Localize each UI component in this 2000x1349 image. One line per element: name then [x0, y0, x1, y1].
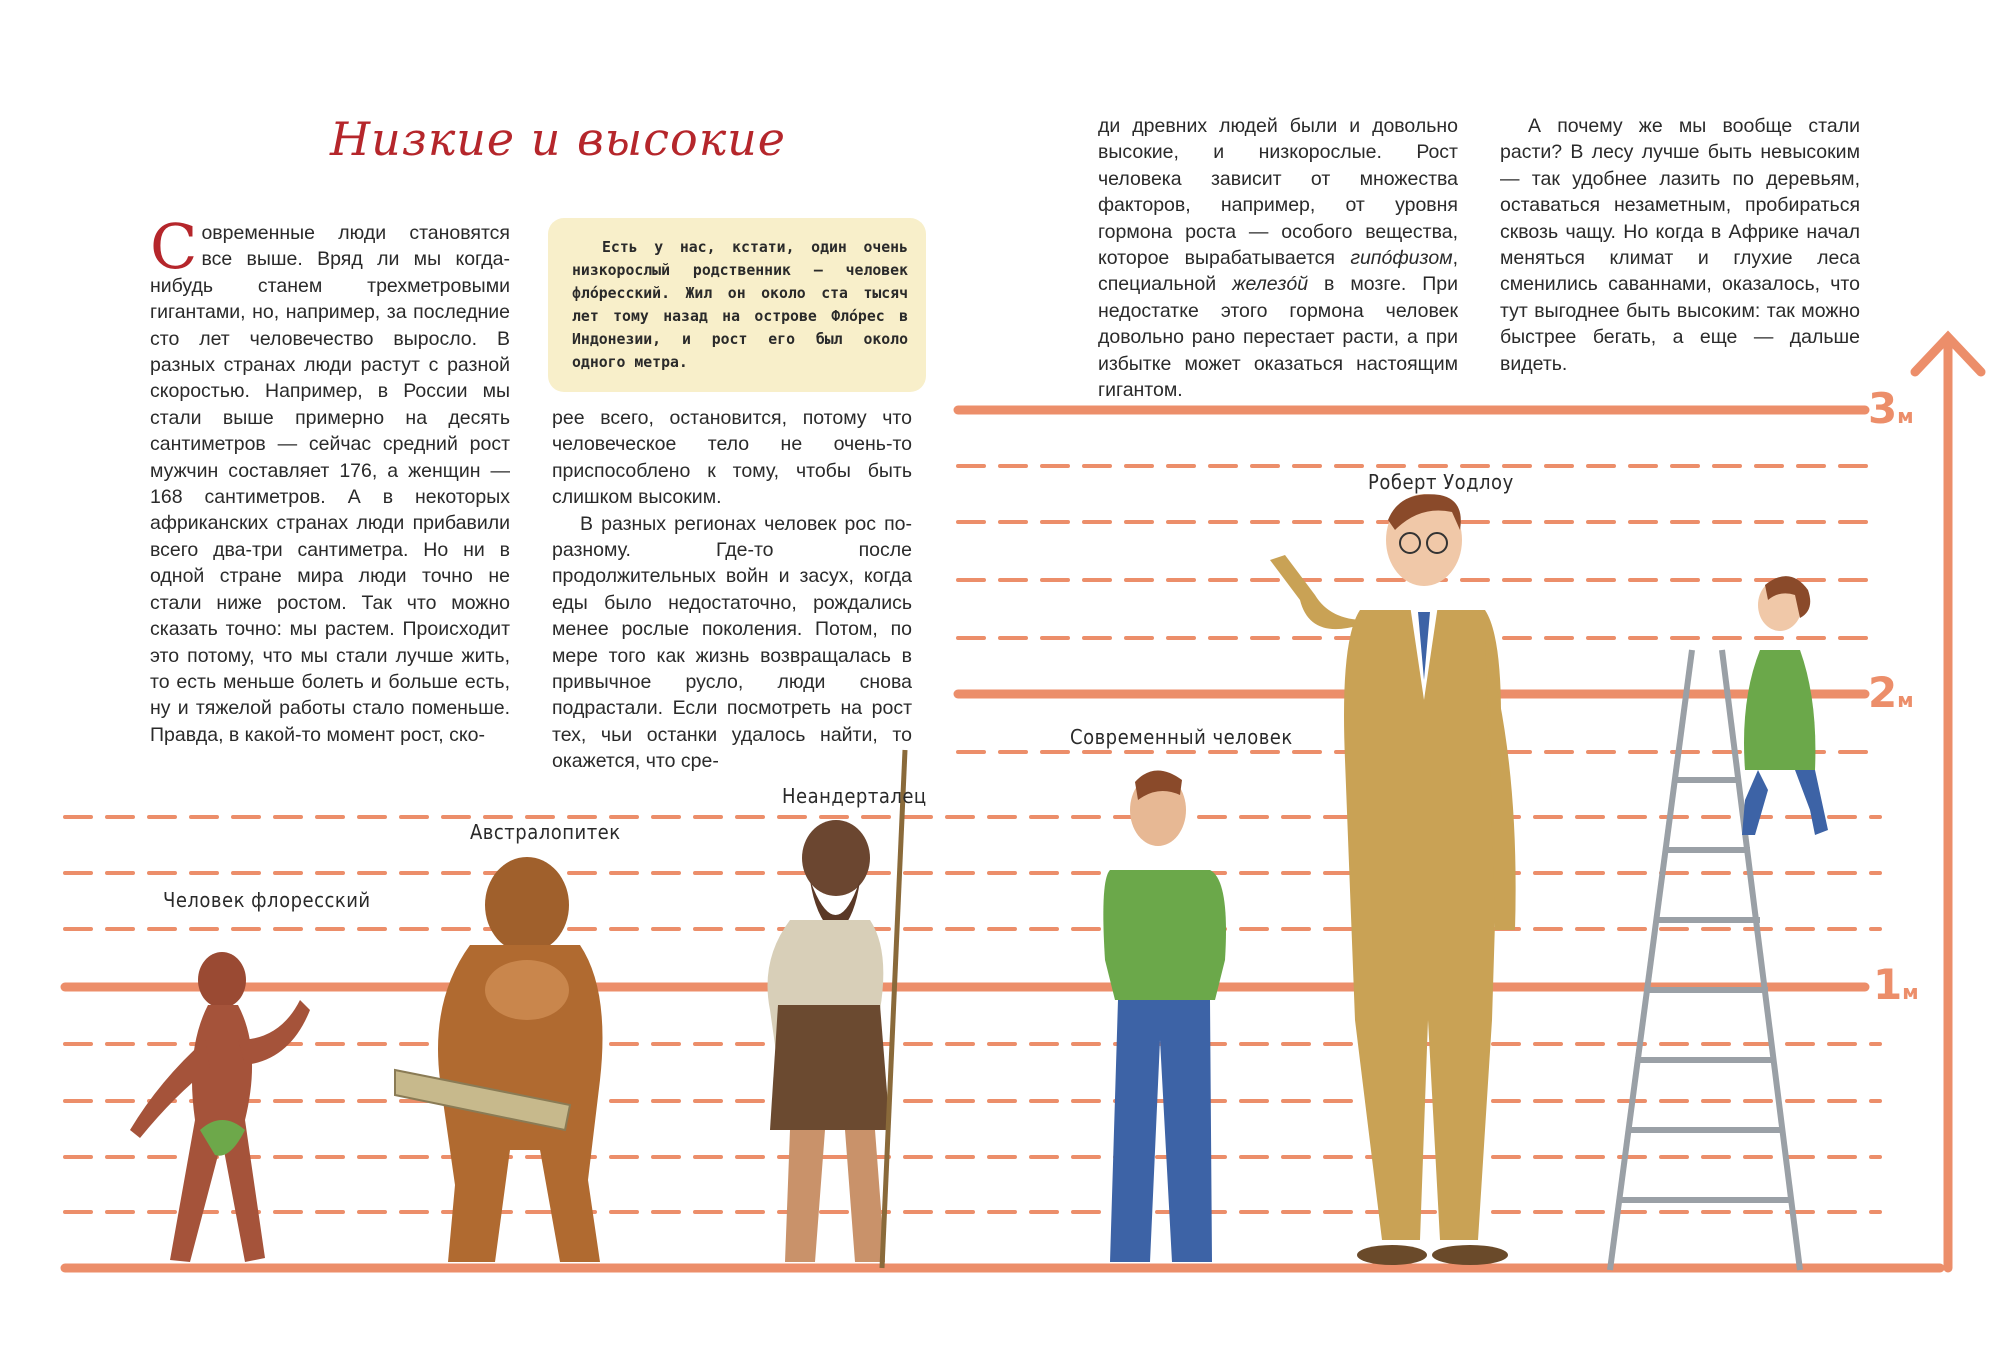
page-title: Низкие и высокие [330, 112, 787, 166]
australopithecus-figure [395, 857, 603, 1262]
meter-label-3: 3м [1868, 384, 1914, 433]
note-text: Есть у нас, кстати, один очень низкорослый родственник — человек флóресский. Жил он около ста тысяч лет тому назад на острове Флóрес в Индонезии, и рост его был около одного метра. [572, 239, 908, 371]
column1-text: овременные люди становятся все выше. Вряд ли мы когда-нибудь станем трехметровыми гигантами, но, например, за последние сто лет человечество выросло. В разных странах люди растут с разной скоростью. Например, в России мы стали выше примерно на десять сантиметров — сейчас средний рост мужчин составляет 176, а женщин — 168 сантиметров. А в некоторых африканских странах люди прибавили всего два-три сантиметра. Но ни в одной стране мира люди точно не стали ниже ростом. Так что можно сказать точно: мы растем. Происходит это потому, что мы стали лучше жить, то есть меньше болеть и больше есть, ну и тяжелой работы стало поменьше. Правда, в какой-то момент рост, ско- [150, 222, 510, 746]
neanderthal-figure [768, 750, 906, 1268]
flores-man-figure [130, 952, 310, 1262]
column3-text-a: ди древних людей были и довольно высокие, и низкорослые. Рост человека зависит от множества факторов, например, от уровня гормона роста — особого вещества, которое вырабатывается [1098, 115, 1458, 270]
label-wadlow: Роберт Уодлоу [1368, 470, 1514, 494]
column3-text-b: , специальной [1098, 247, 1458, 296]
meter-label-1: 1м [1873, 960, 1919, 1009]
term-gland: железóй [1232, 273, 1309, 296]
girl-on-ladder-figure [1742, 576, 1828, 835]
column2-paragraph-1: рее всего, остановится, потому что человеческое тело не очень-то приспособлено к тому, чтобы быть слишком высоким. [552, 407, 912, 509]
label-australopithecus: Австралопитек [470, 820, 621, 844]
column3-text-c: в мозге. При недостатке этого гормона человек довольно рано перестает расти, а при избытке может оказаться настоящим гигантом. [1098, 273, 1458, 402]
label-flores: Человек флоресский [163, 888, 371, 912]
modern-man-figure [1103, 770, 1226, 1262]
column2-paragraph-2: В разных регионах человек рос по-разному. Где-то после продолжительных войн и засух, когда еды было недостаточно, рождались менее рослые поколения. Потом, по мере того как жизнь возвращалась в привычное русло, люди снова подрастали. Если посмотреть на рост тех, чьи останки удалось найти, то окажется, что сре- [552, 512, 912, 773]
meter-label-2: 2м [1868, 668, 1914, 717]
column4-text: А почему же мы вообще стали расти? В лесу лучше быть невысоким — так удобнее лазить по деревьям, оставаться незаметным, пробираться сквозь чащу. Но когда в Африке начал меняться климат и глухие леса сменились саваннами, оказалось, что тут выгоднее быть высоким: так можно быстрее бегать, а еще — дальше видеть. [1500, 115, 1860, 375]
wadlow-figure [1270, 494, 1516, 1265]
drop-cap: С [150, 210, 198, 283]
label-neanderthal: Неандерталец [782, 784, 927, 808]
term-pituitary: гипóфизом [1350, 247, 1453, 270]
label-modern-human: Современный человек [1070, 725, 1293, 749]
